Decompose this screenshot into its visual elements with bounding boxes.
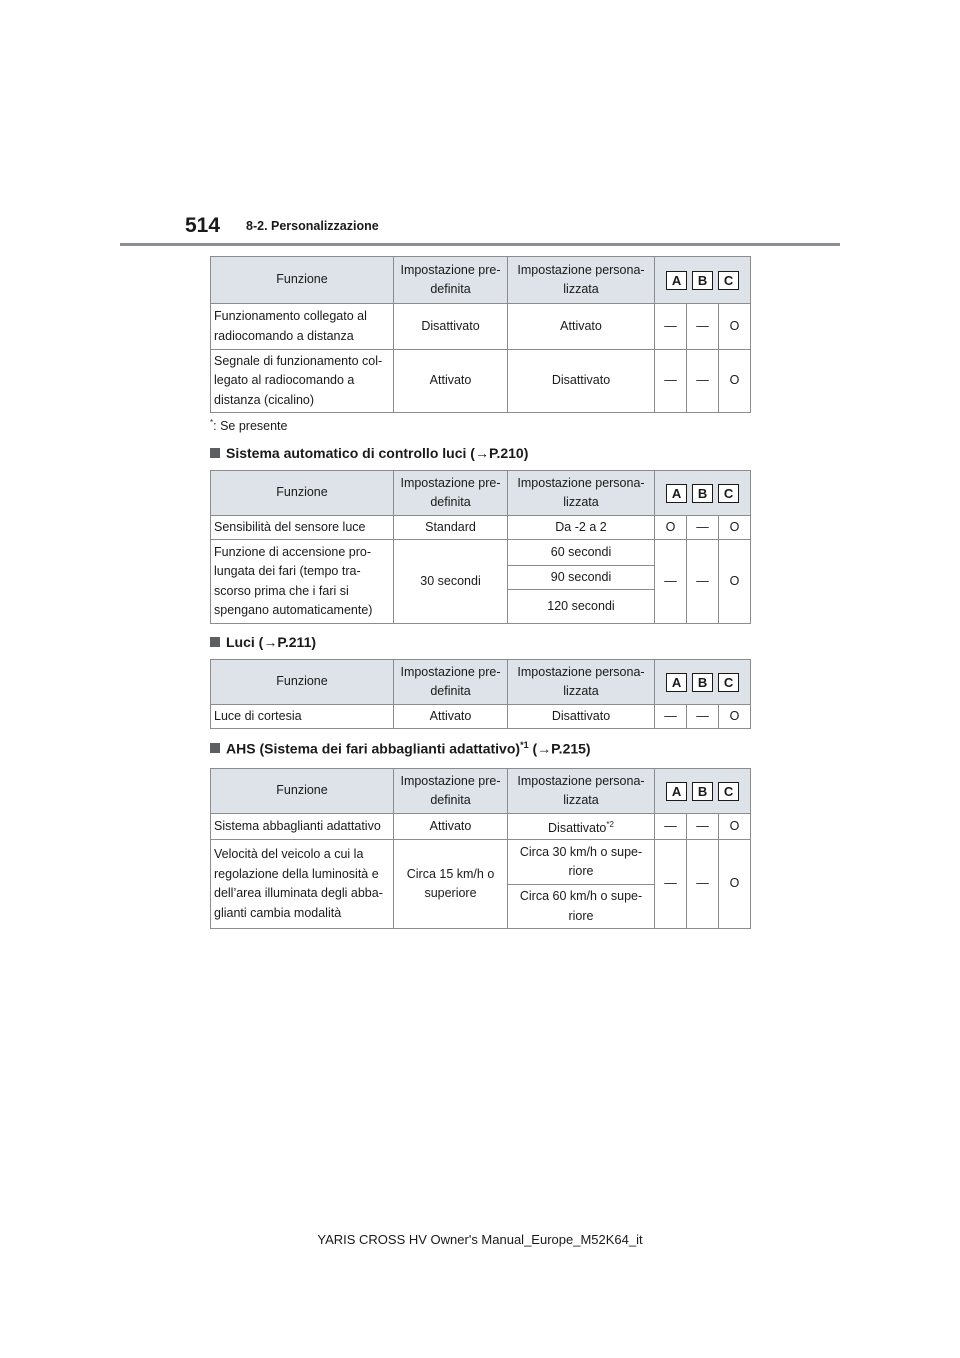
function-cell: Velocità del veicolo a cui la regolazione della luminosità e dell’area illuminata degli abba- glianti cambia modalità <box>211 840 394 929</box>
default-cell: Attivato <box>394 814 508 840</box>
col-header-function: Funzione <box>211 769 394 814</box>
arrow-right-icon: → <box>474 445 489 461</box>
custom-cell: Circa 60 km/h o supe- riore <box>508 885 655 929</box>
letter-b-box: B <box>692 782 713 801</box>
custom-cell: Disattivato <box>508 350 655 413</box>
table-row <box>211 840 751 885</box>
section-heading-lights: Luci (→P.211) <box>210 634 316 650</box>
page-reference-link[interactable]: P.215) <box>551 740 591 757</box>
footnote: *: Se presente <box>210 418 288 434</box>
a-cell: — <box>655 540 687 624</box>
b-cell: — <box>687 516 719 540</box>
col-header-custom: Impostazione persona- lizzata <box>508 471 655 516</box>
b-cell: — <box>687 814 719 840</box>
default-cell: Circa 15 km/h o superiore <box>394 840 508 929</box>
page-reference-link[interactable]: P.210) <box>488 445 529 461</box>
table-header-row <box>211 471 751 516</box>
a-cell: O <box>655 516 687 540</box>
letter-a-box: A <box>666 673 687 692</box>
letter-b-box: B <box>692 271 713 290</box>
col-header-default: Impostazione pre- definita <box>394 257 508 304</box>
col-header-default: Impostazione pre- definita <box>394 471 508 516</box>
default-cell: Disattivato <box>394 304 508 350</box>
col-header-abc <box>655 257 751 304</box>
table-header-row <box>211 769 751 814</box>
custom-cell: Circa 30 km/h o supe- riore <box>508 840 655 885</box>
letter-c-box: C <box>718 673 739 692</box>
table-row <box>211 516 751 540</box>
section-heading-light-control: Sistema automatico di controllo luci (→P.210) <box>210 445 528 461</box>
a-cell: — <box>655 304 687 350</box>
letter-a-box: A <box>666 484 687 503</box>
b-cell: — <box>687 705 719 729</box>
letter-c-box: C <box>718 271 739 290</box>
letter-b-box: B <box>692 484 713 503</box>
custom-cell: Disattivato$^{*2}$ <box>508 814 655 840</box>
c-cell: O <box>719 540 751 624</box>
b-cell: — <box>687 350 719 413</box>
page-number: 514 <box>185 214 221 237</box>
table-row <box>211 540 751 566</box>
arrow-right-icon: → <box>263 634 278 650</box>
table-header-row <box>211 660 751 705</box>
letter-c-box: C <box>718 782 739 801</box>
custom-cell: 120 secondi <box>508 590 655 624</box>
col-header-custom: Impostazione persona- lizzata <box>508 769 655 814</box>
custom-cell: Disattivato <box>508 705 655 729</box>
function-cell: Sensibilità del sensore luce <box>211 516 394 540</box>
table-lights <box>210 659 751 729</box>
section-heading-ahs: AHS (Sistema dei fari abbaglianti adattativo)$^{*1}$ (→P.215) <box>210 740 591 757</box>
function-cell: Sistema abbaglianti adattativo <box>211 814 394 840</box>
square-bullet-icon <box>210 637 220 647</box>
header-rule <box>120 243 840 246</box>
col-header-function: Funzione <box>211 471 394 516</box>
section-title: 8-2. Personalizzazione <box>246 219 379 233</box>
function-cell: Segnale di funzionamento col- legato al radiocomando a distanza (cicalino) <box>211 350 394 413</box>
c-cell: O <box>719 840 751 929</box>
table-row <box>211 814 751 840</box>
b-cell: — <box>687 840 719 929</box>
arrow-right-icon: → <box>537 740 552 757</box>
a-cell: — <box>655 705 687 729</box>
c-cell: O <box>719 516 751 540</box>
function-cell: Luce di cortesia <box>211 705 394 729</box>
default-cell: Attivato <box>394 350 508 413</box>
c-cell: O <box>719 705 751 729</box>
table-ahs <box>210 768 751 929</box>
table-light-control <box>210 470 751 624</box>
col-header-abc <box>655 660 751 705</box>
default-cell: 30 secondi <box>394 540 508 624</box>
c-cell: O <box>719 814 751 840</box>
default-cell: Standard <box>394 516 508 540</box>
page-reference-link[interactable]: P.211) <box>277 634 317 650</box>
col-header-default: Impostazione pre- definita <box>394 769 508 814</box>
col-header-function: Funzione <box>211 660 394 705</box>
page-footer: YARIS CROSS HV Owner's Manual_Europe_M52K64_it <box>317 1232 643 1247</box>
b-cell: — <box>687 304 719 350</box>
letter-a-box: A <box>666 271 687 290</box>
letter-b-box: B <box>692 673 713 692</box>
square-bullet-icon <box>210 743 220 753</box>
table-header-row <box>211 257 751 304</box>
table-row <box>211 304 751 350</box>
col-header-function: Funzione <box>211 257 394 304</box>
default-cell: Attivato <box>394 705 508 729</box>
table-row <box>211 705 751 729</box>
a-cell: — <box>655 814 687 840</box>
letter-c-box: C <box>718 484 739 503</box>
col-header-custom: Impostazione persona- lizzata <box>508 660 655 705</box>
custom-cell: 90 secondi <box>508 566 655 590</box>
a-cell: — <box>655 840 687 929</box>
c-cell: O <box>719 350 751 413</box>
b-cell: — <box>687 540 719 624</box>
function-cell: Funzionamento collegato al radiocomando a distanza <box>211 304 394 350</box>
square-bullet-icon <box>210 448 220 458</box>
custom-cell: Da -2 a 2 <box>508 516 655 540</box>
col-header-abc <box>655 471 751 516</box>
letter-a-box: A <box>666 782 687 801</box>
c-cell: O <box>719 304 751 350</box>
table-row <box>211 350 751 413</box>
custom-cell: 60 secondi <box>508 540 655 566</box>
col-header-abc <box>655 769 751 814</box>
custom-cell: Attivato <box>508 304 655 350</box>
col-header-default: Impostazione pre- definita <box>394 660 508 705</box>
col-header-custom: Impostazione persona- lizzata <box>508 257 655 304</box>
a-cell: — <box>655 350 687 413</box>
table-remote-functions <box>210 256 751 413</box>
function-cell: Funzione di accensione pro- lungata dei fari (tempo tra- scorso prima che i fari si spengano automaticamente) <box>211 540 394 624</box>
